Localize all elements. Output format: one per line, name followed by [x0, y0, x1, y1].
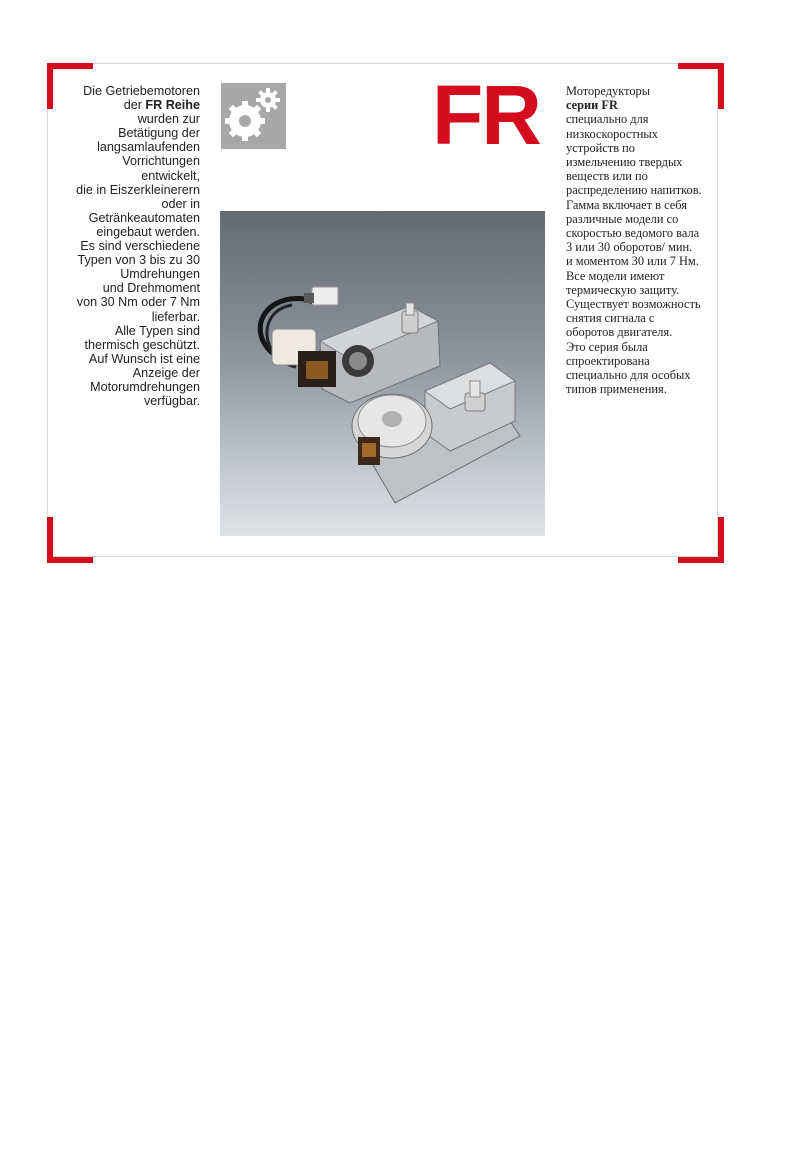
german-line: Umdrehungen	[120, 267, 200, 282]
german-line: Vorrichtungen	[122, 154, 200, 169]
german-line: eingebaut werden.	[96, 224, 200, 239]
german-line: von 30 Nm oder 7 Nm	[76, 295, 200, 310]
russian-line: веществ или по	[566, 169, 648, 184]
corner-bottom-left	[47, 517, 93, 563]
russian-line: оборотов двигателя.	[566, 325, 673, 340]
russian-line: Все модели имеют	[566, 268, 665, 283]
russian-line: снятия сигнала с	[566, 311, 655, 326]
german-line: entwickelt,	[141, 168, 200, 183]
gears-icon	[221, 83, 286, 149]
russian-line-series	[566, 98, 718, 112]
russian-line: Моторедукторы	[566, 84, 651, 98]
gearmotors-illustration	[220, 211, 545, 536]
german-line: verfügbar.	[143, 394, 200, 409]
german-line: oder in	[161, 196, 200, 211]
series-name-de: FR Reihe	[145, 98, 200, 113]
german-line: Getränkeautomaten	[88, 210, 200, 225]
german-line: Es sind verschiedene	[80, 239, 200, 254]
german-line: Alle Typen sind	[114, 323, 200, 338]
russian-line: спроектирована	[566, 353, 650, 368]
german-line: Typen von 3 bis zu 30	[77, 253, 200, 268]
german-line: thermisch geschützt.	[84, 337, 200, 352]
russian-line: Гамма включает в себя	[566, 197, 687, 212]
series-name-ru: серии FR	[566, 98, 618, 113]
russian-line: типов применения.	[566, 382, 667, 397]
german-line: lieferbar.	[151, 309, 200, 324]
german-line: Motorumdrehungen	[90, 379, 200, 394]
german-line: Anzeige der	[132, 365, 200, 380]
german-line: Auf Wunsch ist eine	[88, 351, 200, 366]
russian-description	[566, 84, 718, 396]
russian-line: распределению напитков.	[566, 183, 702, 198]
german-line: wurden zur	[137, 112, 200, 127]
german-line: Die Getriebemotoren	[83, 84, 200, 98]
german-line: Betätigung der	[118, 126, 200, 141]
russian-line: специально для особых	[566, 368, 691, 383]
series-title: FR	[432, 68, 540, 162]
russian-line: низкоскоростных	[566, 126, 658, 141]
german-description	[58, 84, 200, 408]
german-line: die in Eiszerkleinerern	[76, 182, 200, 197]
german-line: und Drehmoment	[102, 281, 200, 296]
russian-line: термическую защиту.	[566, 282, 680, 297]
russian-line: скоростью ведомого вала	[566, 226, 700, 241]
gears-logo	[221, 83, 286, 149]
russian-line: Существует возможность	[566, 297, 701, 312]
german-line: langsamlaufenden	[97, 140, 200, 155]
russian-line: специально для	[566, 112, 649, 127]
product-photo	[220, 211, 545, 536]
russian-line: устройств по	[566, 140, 635, 155]
corner-bottom-right	[678, 517, 724, 563]
russian-line: 3 или 30 оборотов/ мин.	[566, 240, 693, 255]
russian-line: измельчению твердых	[566, 155, 683, 170]
russian-line: и моментом 30 или 7 Нм.	[566, 254, 699, 269]
russian-line: различные модели со	[566, 211, 679, 226]
russian-line: Это серия была	[566, 339, 648, 354]
german-line-series: der FR Reihe	[123, 98, 200, 113]
